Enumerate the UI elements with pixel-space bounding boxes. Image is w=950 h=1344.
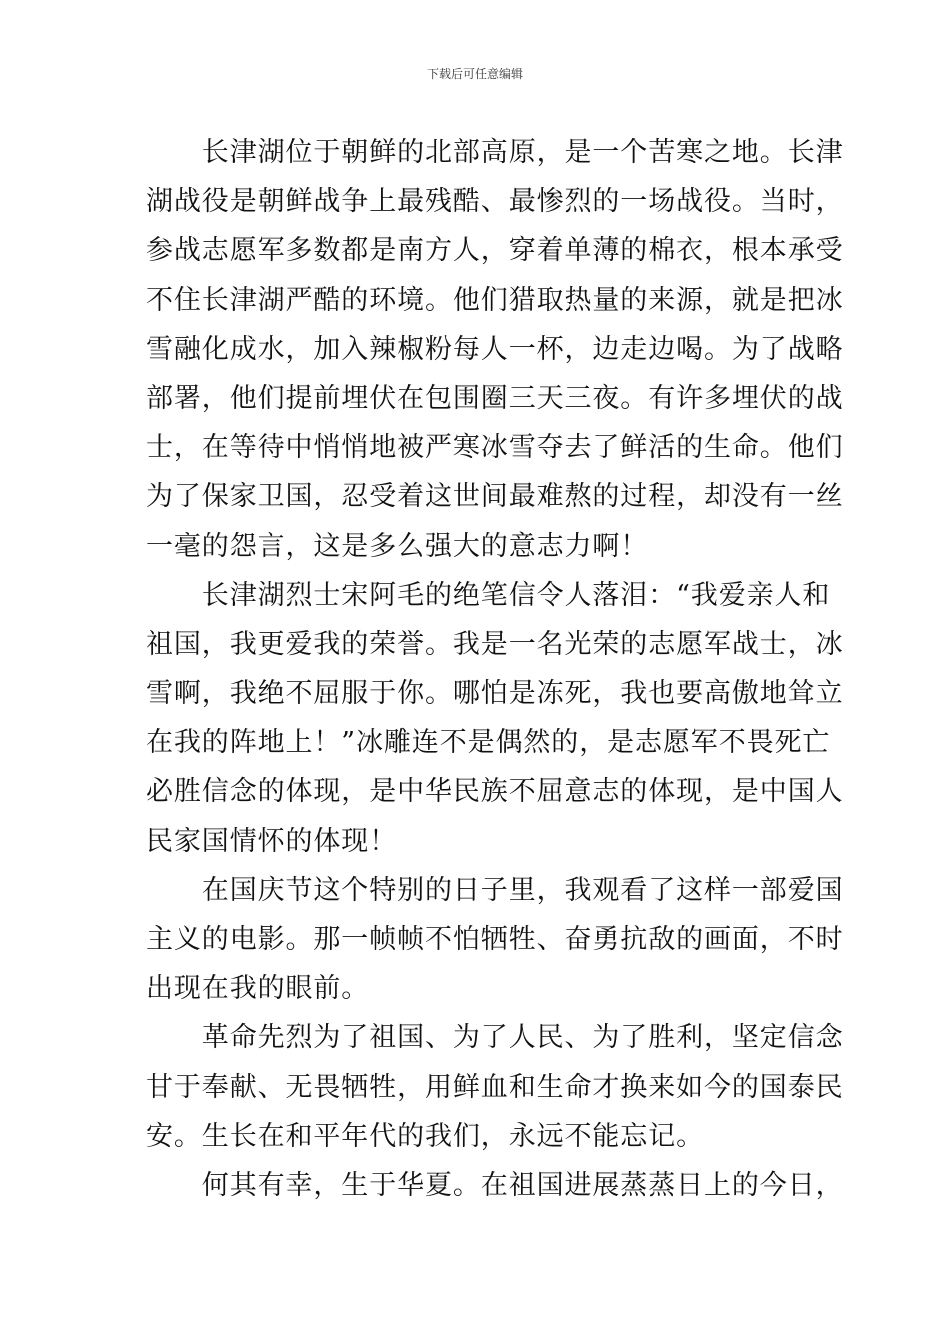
text-line: 安。生长在和平年代的我们，永远不能忘记。 <box>146 1120 704 1152</box>
text-line: 士，在等待中悄悄地被严寒冰雪夺去了鲜活的生命。他们 <box>146 432 844 464</box>
text-line: 雪啊，我绝不屈服于你。哪怕是冻死，我也要高傲地耸立 <box>146 678 844 710</box>
text-line: 出现在我的眼前。 <box>146 973 370 1005</box>
text-line: 主义的电影。那一帧帧不怕牺牲、奋勇抗敌的画面，不时 <box>146 924 844 955</box>
text-line: 在我的阵地上！”冰雕连不是偶然的，是志愿军不畏死亡 <box>146 727 831 759</box>
page-header: 下载后可任意编辑 <box>426 67 523 81</box>
text-line: 在国庆节这个特别的日子里，我观看了这样一部爱国 <box>146 874 844 906</box>
text-line: 一毫的怨言，这是多么强大的意志力啊！ <box>146 530 649 562</box>
text-line: 部署，他们提前埋伏在包围圈三天三夜。有许多埋伏的战 <box>146 382 844 414</box>
text-line: 为了保家卫国，忍受着这世间最难熬的过程，却没有一丝 <box>146 481 844 513</box>
document-body <box>146 128 844 1210</box>
text-line: 长津湖位于朝鲜的北部高原，是一个苦寒之地。长津 <box>146 137 844 168</box>
text-line: 必胜信念的体现，是中华民族不屈意志的体现，是中国人 <box>146 776 844 808</box>
text-line: 祖国，我更爱我的荣誉。我是一名光荣的志愿军战士，冰 <box>146 628 844 660</box>
text-line: 不住长津湖严酷的环境。他们猎取热量的来源，就是把冰 <box>146 284 844 316</box>
text-line: 湖战役是朝鲜战争上最残酷、最惨烈的一场战役。当时， <box>146 186 844 218</box>
text-line: 革命先烈为了祖国、为了人民、为了胜利，坚定信念 <box>146 1022 844 1054</box>
text-line: 甘于奉献、无畏牺牲，用鲜血和生命才换来如今的国泰民 <box>146 1071 844 1103</box>
text-line: 长津湖烈士宋阿毛的绝笔信令人落泪：“我爱亲人和 <box>146 579 831 611</box>
text-line: 何其有幸，生于华夏。在祖国进展蒸蒸日上的今日， <box>146 1169 844 1201</box>
text-line: 参战志愿军多数都是南方人，穿着单薄的棉衣，根本承受 <box>146 235 844 267</box>
text-line: 民家国情怀的体现！ <box>146 825 398 857</box>
text-line: 雪融化成水，加入辣椒粉每人一杯，边走边喝。为了战略 <box>146 333 844 365</box>
